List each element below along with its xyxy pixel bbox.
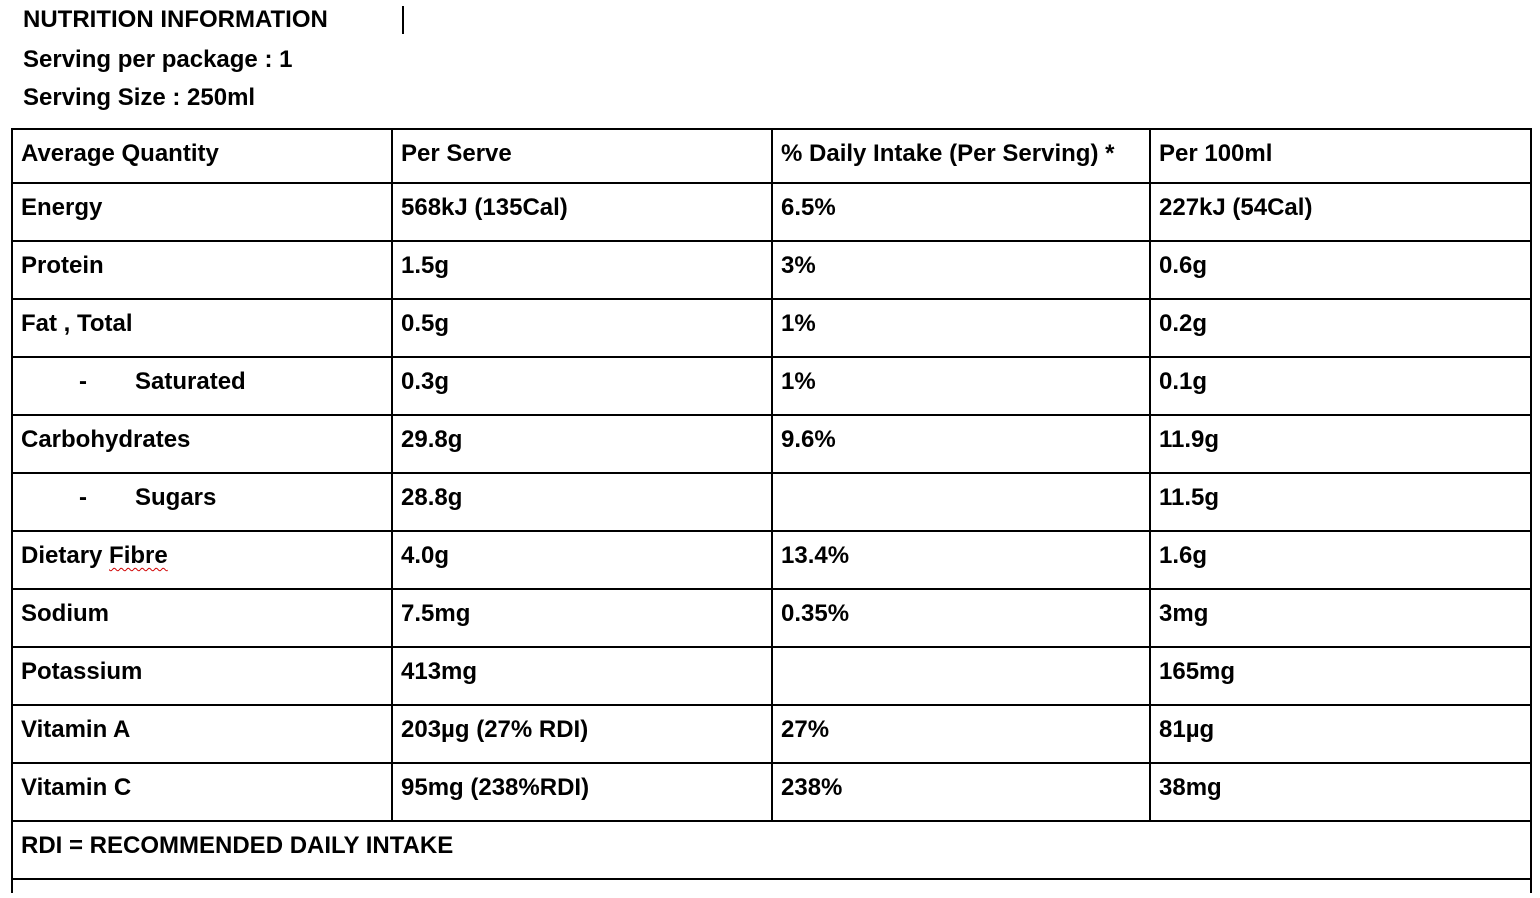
per-100ml-value: 3mg [1150,589,1531,647]
column-header: Per 100ml [1150,129,1531,183]
nutrient-name: Dietary [21,542,110,569]
daily-intake-value: 1% [772,357,1150,415]
table-header-row [12,129,1531,183]
per-serve-value: 29.8g [392,415,772,473]
table-row-vitamin-c [12,763,1531,821]
per-100ml-value: 38mg [1150,763,1531,821]
per-serve-value: 1.5g [392,241,772,299]
nutrient-name: Protein [12,241,392,299]
daily-intake-value: 6.5% [772,183,1150,241]
daily-intake-value: 0.35% [772,589,1150,647]
nutrient-name: Sodium [12,589,392,647]
daily-intake-value [772,647,1150,705]
table-trailing-row [12,879,1531,893]
column-header: % Daily Intake (Per Serving) * [772,129,1150,183]
per-100ml-value: 165mg [1150,647,1531,705]
nutrient-name: Potassium [12,647,392,705]
nutrient-name: Vitamin A [12,705,392,763]
daily-intake-value: 27% [772,705,1150,763]
table-row-potassium [12,647,1531,705]
table-row-dietary-fibre [12,531,1531,589]
table-row-sugars [12,473,1531,531]
per-100ml-value: 81µg [1150,705,1531,763]
table-row-saturated [12,357,1531,415]
per-serve-value: 4.0g [392,531,772,589]
nutrient-name-cell [12,357,392,415]
nutrient-name: Carbohydrates [12,415,392,473]
per-100ml-value: 0.6g [1150,241,1531,299]
per-serve-value: 203µg (27% RDI) [392,705,772,763]
nutrition-table [11,128,1532,893]
nutrition-title: NUTRITION INFORMATION [23,6,328,33]
table-footer-row [12,821,1531,879]
per-serve-value: 0.5g [392,299,772,357]
servings-per-package: Serving per package : 1 [23,46,293,73]
sub-item-dash: - [79,368,87,395]
per-100ml-value: 11.5g [1150,473,1531,531]
per-serve-value: 568kJ (135Cal) [392,183,772,241]
rdi-footnote: RDI = RECOMMENDED DAILY INTAKE [12,821,1531,879]
table-row-protein [12,241,1531,299]
nutrient-name: Vitamin C [12,763,392,821]
column-header: Per Serve [392,129,772,183]
per-serve-value: 0.3g [392,357,772,415]
per-serve-value: 28.8g [392,473,772,531]
daily-intake-value: 13.4% [772,531,1150,589]
daily-intake-value: 3% [772,241,1150,299]
nutrient-name: Energy [12,183,392,241]
empty-cell [12,879,1531,893]
nutrient-name: Fat , Total [12,299,392,357]
per-100ml-value: 0.2g [1150,299,1531,357]
daily-intake-value: 9.6% [772,415,1150,473]
per-serve-value: 7.5mg [392,589,772,647]
daily-intake-value [772,473,1150,531]
per-100ml-value: 11.9g [1150,415,1531,473]
table-row-vitamin-a [12,705,1531,763]
daily-intake-value: 238% [772,763,1150,821]
nutrient-name: Saturated [135,368,246,395]
daily-intake-value: 1% [772,299,1150,357]
nutrient-name-cell [12,473,392,531]
per-100ml-value: 227kJ (54Cal) [1150,183,1531,241]
per-100ml-value: 1.6g [1150,531,1531,589]
nutrient-name: Sugars [135,484,217,511]
serving-size: Serving Size : 250ml [23,84,256,111]
nutrient-name-cell [12,531,392,589]
sub-item-dash: - [79,484,87,511]
column-header: Average Quantity [12,129,392,183]
per-serve-value: 413mg [392,647,772,705]
spellcheck-flagged-word[interactable]: Fibre [109,542,168,569]
table-row-fat-total [12,299,1531,357]
table-row-carbohydrates [12,415,1531,473]
table-row-sodium [12,589,1531,647]
text-cursor [402,6,404,34]
per-serve-value: 95mg (238%RDI) [392,763,772,821]
table-row-energy [12,183,1531,241]
per-100ml-value: 0.1g [1150,357,1531,415]
